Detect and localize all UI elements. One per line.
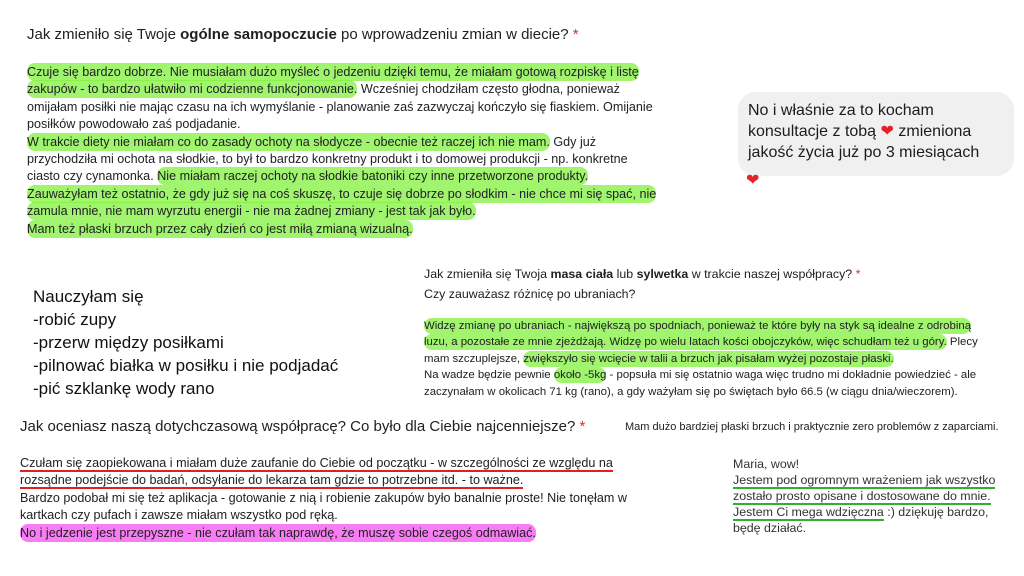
highlighted-text: Mam też płaski brzuch przez cały dzień co jest miłą zmianą wizualną. <box>27 221 413 236</box>
required-star: * <box>572 26 579 43</box>
question-body-weight-line1: Jak zmieniła się Twoja masa ciała lub sylwetka w trakcie naszej współpracy? * <box>424 267 861 281</box>
text-line <box>27 64 656 81</box>
text-line <box>27 134 656 151</box>
highlighted-text: zwiększyło się wcięcie w talii a brzuch jak pisałam wyżej pozostaje płaski. <box>523 352 894 365</box>
question-body-weight-line2: Czy zauważasz różnicę po ubraniach? <box>424 287 636 301</box>
highlighted-text: Czuje się bardzo dobrze. Nie musiałam dużo myśleć o jedzeniu dzięki temu, że miałam gotową rozpiskę i listę <box>27 65 639 79</box>
text-segment: - popsuła mi się ostatnio waga więc trudno mi dokładnie powiedzieć - ale <box>606 369 977 382</box>
highlighted-text: zakupów - to bardzo ułatwiło mi codzienne funkcjonowanie. <box>27 82 358 97</box>
question-wellbeing-text: Jak zmieniło się Twoje <box>27 26 181 43</box>
text-line <box>27 221 656 238</box>
text-segment: przychodziła mi ochota na słodkie, to był to bardzo konkretny produkt i to domowej produkcji - np. konkretne <box>27 151 628 166</box>
answer-wellbeing <box>27 64 656 238</box>
text-line <box>424 367 978 383</box>
text-line <box>20 455 627 472</box>
message-line: jakość życia już po 3 miesiącach <box>748 144 980 161</box>
text-segment: Bardzo podobał mi się też aplikacja - gotowanie z nią i robienie zakupów było banalnie proste! Nie tonęłam w <box>20 490 627 505</box>
underlined-text: Czułam się zaopiekowana i miałam duże zaufanie do Ciebie od początku - w szczególności ze względu na <box>20 456 613 470</box>
text-line <box>27 186 656 203</box>
message-line: konsultacje z tobą ❤ zmieniona <box>748 123 972 140</box>
text-line <box>424 318 978 334</box>
question-body-weight <box>424 264 860 304</box>
text-line <box>733 456 995 472</box>
highlighted-text: zamula mnie, nie mam wyrzutu energii - nie ma żadnej zmiany - jest tak jak było. <box>27 204 476 219</box>
question-wellbeing-text-end: po wprowadzeniu zmian w diecie? <box>336 26 569 43</box>
answer-cooperation <box>20 455 627 542</box>
required-star: * <box>579 418 586 435</box>
highlighted-text: Widzę zmianę po ubraniach - największą po spodniach, ponieważ te które były na styk są idealne z odrobiną <box>424 320 972 332</box>
learned-item: -przerw między posiłkami <box>33 333 224 352</box>
learned-item: -pilnować białka w posiłku i nie podjadać <box>33 356 339 375</box>
learned-item: -pić szklankę wody rano <box>33 379 215 398</box>
heart-emoji-icon: ❤ <box>746 172 760 189</box>
text-segment: będę działać. <box>733 521 807 535</box>
text-segment: Plecy <box>946 336 978 349</box>
required-star: * <box>855 267 861 281</box>
text-segment: kartkach czy pufach i zawsze miałam wszystko pod ręką. <box>20 508 338 523</box>
text-segment: Na wadze będzie pewnie <box>424 369 554 382</box>
text-line <box>20 490 627 507</box>
text-segment: Wcześniej chodziłam często głodna, ponieważ <box>357 82 620 97</box>
text-segment: mam szczuplejsze, <box>424 352 524 365</box>
message-bubble-text <box>748 100 979 163</box>
text-segment: ciasto czy cynamonka. <box>27 169 158 184</box>
text-line <box>20 472 627 489</box>
text-line <box>27 168 656 185</box>
text-segment: zaczynałam w okolicach 71 kg (rano), a gdy ważyłam się po świętach było 66.5 (w ciągu dnia/wieczorem). <box>424 385 958 398</box>
learned-list <box>33 285 338 400</box>
highlighted-text: około -5kg <box>553 369 607 382</box>
text-segment: omijałam posiłki nie mając czasu na ich wymyślanie - planowanie zaś zazwyczaj kończyło się fiaskiem. Omijanie <box>27 99 653 114</box>
text-line <box>424 384 978 400</box>
chat-reply <box>733 456 995 536</box>
highlighted-text: Zauważyłam też ostatnio, że gdy już się na coś skuszę, to czuje się dobrze po słodkim - nie chce mi się spać, nie <box>27 186 657 201</box>
text-line <box>424 334 978 350</box>
question-wellbeing-bold: ogólne samopoczucie <box>180 26 337 43</box>
underlined-text: Jestem pod ogromnym wrażeniem jak wszystko <box>733 473 996 487</box>
text-line <box>733 504 995 520</box>
text-segment: posiłków powodowało zaś podjadanie. <box>27 117 241 132</box>
question-cooperation: Jak oceniasz naszą dotychczasową współpracę? Co było dla Ciebie najcenniejsze? * <box>20 418 586 435</box>
highlighted-text: W trakcie diety nie miałam co do zasady ochoty na słodycze - obecnie też raczej ich nie mam. <box>27 134 550 149</box>
learned-item: -robić zupy <box>33 310 117 329</box>
question-wellbeing <box>27 26 579 43</box>
text-line <box>27 116 656 133</box>
text-segment: Maria, wow! <box>733 457 800 471</box>
text-line <box>27 99 656 116</box>
highlighted-text: No i jedzenie jest przepyszne - nie czułam tak naprawdę, że muszę sobie czegoś odmawiać. <box>20 525 536 540</box>
message-line: No i właśnie za to kocham <box>748 102 934 119</box>
side-note: Mam dużo bardziej płaski brzuch i praktycznie zero problemów z zaparciami. <box>625 421 999 433</box>
underlined-text: zostało prosto opisane i dostosowane do mnie. <box>733 489 991 503</box>
heart-emoji-icon: ❤ <box>880 123 894 140</box>
underlined-text: Jestem Ci mega wdzięczna <box>733 505 884 519</box>
text-line <box>27 151 656 168</box>
text-segment: :) dziękuję bardzo, <box>883 505 989 519</box>
underlined-text: rozsądne podejście do badań, odsyłanie do lekarza tam gdzie to potrzebne itd. - to ważne. <box>20 473 524 488</box>
highlighted-text: luzu, a pozostałe ze mnie zjeżdżają. Widzę po wielu latach kości obojczyków, więc schudłam też u góry. <box>424 336 947 349</box>
highlighted-text: Nie miałam raczej ochoty na słodkie batoniki czy inne przetworzone produkty. <box>157 169 589 184</box>
answer-body-weight <box>424 318 978 400</box>
text-segment: Gdy już <box>549 134 597 149</box>
text-line <box>27 81 656 98</box>
text-line <box>733 520 995 536</box>
text-line <box>20 507 627 524</box>
text-line <box>20 525 627 542</box>
text-line <box>27 203 656 220</box>
text-line <box>733 472 995 488</box>
text-line <box>733 488 995 504</box>
text-line <box>424 351 978 367</box>
learned-heading: Nauczyłam się <box>33 287 144 306</box>
